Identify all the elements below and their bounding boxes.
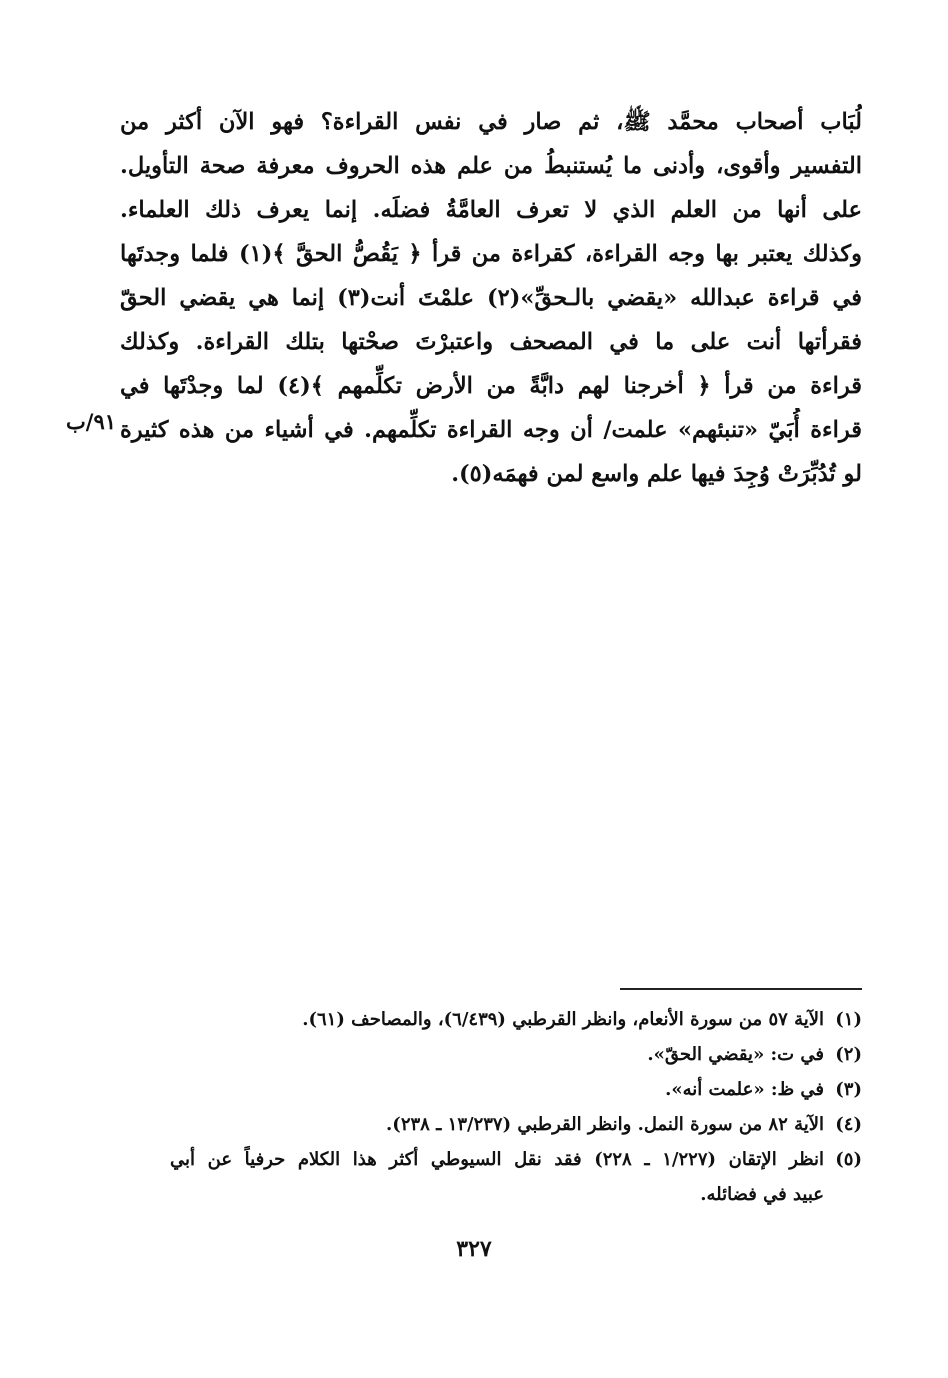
footnote-line: انظر الإتقان (١/٢٢٧ ـ ٢٢٨) فقد نقل السيوطي أكثر هذا الكلام حرفياً عن أبي [170, 1149, 824, 1170]
footnote-divider [620, 988, 862, 990]
footnote-number: (١) [835, 1009, 862, 1030]
footnote-number: (٣) [835, 1079, 862, 1100]
text-line: في قراءة عبدالله «يقضي بالـحقِّ»(٢) علمْتَ أنت(٣) إنما هي يقضي الحقّ [120, 285, 862, 311]
text-line: قراءة أُبَيّ «تنبئهم» علمت/ أن وجه القراءة تكلِّمهم. في أشياء من هذه كثيرة [120, 417, 862, 443]
text-line: التفسير وأقوى، وأدنى ما يُستنبطُ من علم هذه الحروف معرفة صحة التأويل. [120, 153, 862, 179]
text-line: لو تُدُبِّرَتْ وُجِدَ فيها علم واسع لمن فهمَه(٥). [451, 461, 862, 487]
footnote [170, 1107, 862, 1142]
text-line: قراءة من قرأ ﴿ أخرجنا لهم دابَّةً من الأرض تكلِّمهم ﴾(٤) لما وجدْتَها في [120, 373, 862, 399]
footnote-line: في ت: «يقضي الحقّ». [647, 1044, 824, 1065]
text-line: فقرأتها أنت على ما في المصحف واعتبرْتَ صحْتها بتلك القراءة. وكذلك [120, 329, 862, 355]
text-line: على أنها من العلم الذي لا تعرف العامَّةُ فضلَه. إنما يعرف ذلك العلماء. [120, 197, 862, 223]
footnote-line: الآية ٥٧ من سورة الأنعام، وانظر القرطبي (٦/٤٣٩)، والمصاحف (٦١). [302, 1009, 824, 1030]
footnote-text [170, 1072, 824, 1107]
footnote-number: (٢) [835, 1044, 862, 1065]
footnote-line: عبيد في فضائله. [700, 1184, 824, 1205]
footnote [170, 1142, 862, 1212]
footnote-text [170, 1142, 824, 1212]
text-line: لُبَاب أصحاب محمَّد ﷺ، ثم صار في نفس القراءة؟ فهو الآن أكثر من [120, 109, 862, 135]
footnote-text [170, 1002, 824, 1037]
footnote-text [170, 1037, 824, 1072]
footnote [170, 1002, 862, 1037]
manuscript-folio-marker: ٩١/ب [66, 409, 117, 434]
page-number: ٣٢٧ [456, 1236, 492, 1262]
footnote [170, 1072, 862, 1107]
footnotes [170, 1002, 862, 1212]
footnote-line: في ظ: «علمت أنه». [665, 1079, 824, 1100]
footnote-number: (٤) [835, 1114, 862, 1135]
footnote-text [170, 1107, 824, 1142]
main-text [120, 100, 862, 496]
footnote-number: (٥) [835, 1149, 862, 1170]
text-line: وكذلك يعتبر بها وجه القراءة، كقراءة من قرأ ﴿ يَقُصُّ الحقَّ ﴾(١) فلما وجدتَها [120, 241, 862, 267]
footnote [170, 1037, 862, 1072]
footnote-line: الآية ٨٢ من سورة النمل. وانظر القرطبي (١٣/٢٣٧ ـ ٢٣٨). [386, 1114, 824, 1135]
